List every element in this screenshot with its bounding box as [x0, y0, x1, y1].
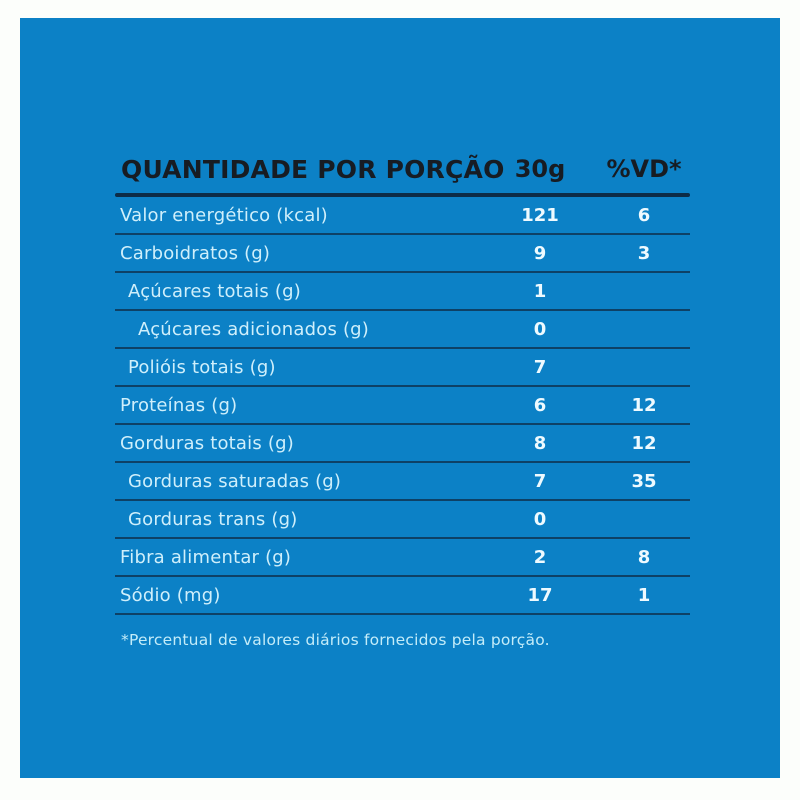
nutrient-row: [115, 235, 690, 273]
nutrient-row: [115, 539, 690, 577]
nutrient-daily-value: 6: [637, 204, 651, 226]
nutrient-rows: [115, 197, 690, 615]
nutrient-amount: 6: [533, 394, 547, 416]
nutrient-label: Proteínas (g): [120, 394, 238, 416]
nutrient-label: Gorduras trans (g): [128, 508, 298, 530]
nutrient-label: Valor energético (kcal): [120, 204, 328, 226]
nutrient-row: [115, 425, 690, 463]
nutrient-amount: 1: [533, 280, 547, 302]
nutrient-label: Açúcares totais (g): [128, 280, 301, 302]
nutrient-amount: 8: [533, 432, 547, 454]
nutrient-amount: 0: [533, 318, 547, 340]
serving-size-column-header: 30g: [514, 155, 566, 183]
nutrient-label: Sódio (mg): [120, 584, 221, 606]
nutrient-amount: 7: [533, 356, 547, 378]
table-header-row: [115, 145, 690, 193]
nutrient-row: [115, 273, 690, 311]
nutrient-label: Açúcares adicionados (g): [138, 318, 370, 340]
nutrient-row: [115, 311, 690, 349]
nutrient-amount: 0: [533, 508, 547, 530]
nutrient-amount: 7: [533, 470, 547, 492]
nutrient-daily-value: 12: [631, 394, 657, 416]
nutrient-daily-value: 3: [637, 242, 651, 264]
daily-value-column-header: %VD*: [606, 155, 682, 183]
nutrient-daily-value: 1: [637, 584, 651, 606]
nutrient-amount: 2: [533, 546, 547, 568]
nutrient-daily-value: 12: [631, 432, 657, 454]
nutrient-row: [115, 197, 690, 235]
nutrient-daily-value: 8: [637, 546, 651, 568]
nutrient-label: Polióis totais (g): [128, 356, 276, 378]
nutrient-label: Gorduras totais (g): [120, 432, 294, 454]
table-title: QUANTIDADE POR PORÇÃO: [121, 154, 505, 184]
nutrient-label: Gorduras saturadas (g): [128, 470, 342, 492]
nutrient-amount: 9: [533, 242, 547, 264]
nutrient-label: Carboidratos (g): [120, 242, 271, 264]
nutrient-row: [115, 501, 690, 539]
nutrient-row: [115, 387, 690, 425]
nutrient-amount: 121: [521, 204, 559, 226]
nutrient-row: [115, 349, 690, 387]
daily-value-footnote: *Percentual de valores diários fornecidos pela porção.: [121, 631, 550, 649]
nutrient-row: [115, 577, 690, 615]
nutrition-label-panel: [20, 18, 780, 778]
nutrient-daily-value: 35: [631, 470, 657, 492]
nutrient-label: Fibra alimentar (g): [120, 546, 292, 568]
nutrient-amount: 17: [527, 584, 553, 606]
nutrition-table: [115, 145, 690, 649]
nutrient-row: [115, 463, 690, 501]
